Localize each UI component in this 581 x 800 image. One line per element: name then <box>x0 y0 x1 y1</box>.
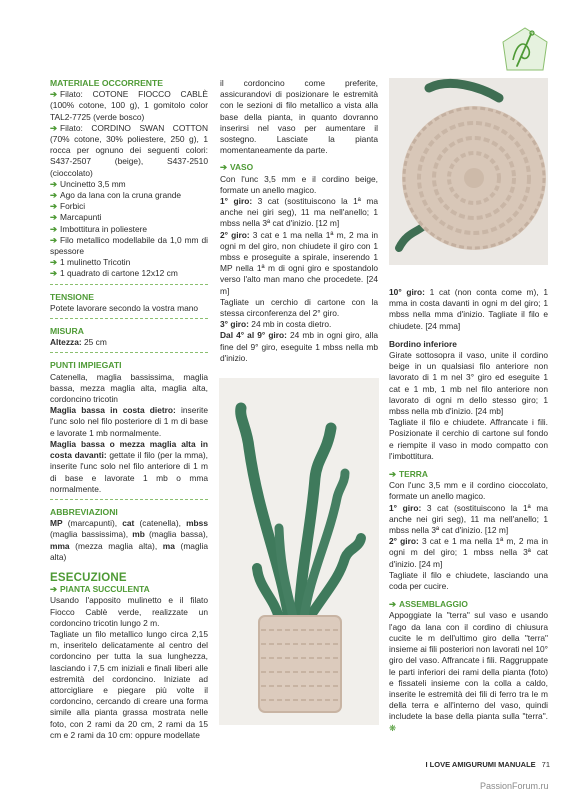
materials-item: ➔ Filo metallico modellabile da 1,0 mm di spessore <box>50 234 208 257</box>
border-text: Girate sottosopra il vaso, unite il cordino beige in un qualsiasi filo anteriore non lavorato di 1 m nel 3° giro ed eseguite 1 cat e 1 mb, 1 mb nel filo anteriore non lavorato di ogni m dello stesso giro; 1 mbss nella mb d'inizio. [24 mb] <box>389 350 548 417</box>
arrow-right-icon: ➔ <box>50 268 58 279</box>
materials-item: ➔ Filato: CORDINO SWAN COTTON (70% cotone, 30% poliestere, 250 g), 1 rocca per ognuno dei seguenti colori: S437-2507 (beige), S437-2510 (cioccolato) <box>50 122 208 178</box>
plant-paragraph: Tagliate un filo metallico lungo circa 2,15 m, inseritelo delicatamente al centro del cordoncino per tutta la sua lunghezza, lasciando i 7,5 cm iniziali e finali liberi alle estremità del cordoncino. Iniziate ad attorcigliare e piegare più volte il cordoncino, cercando di creare una forma simile alla pianta grassa mostrata nelle foto, con 2 rami da 20 cm, 2 rami da 15 cm e 2 rami da 10 cm: oppure modellate <box>50 628 208 740</box>
assembly-heading: ➔ ASSEMBLAGGIO <box>389 599 468 610</box>
end-mark-icon: ❋ <box>389 722 397 733</box>
magazine-title: I LOVE AMIGURUMI MANUALE <box>425 760 536 769</box>
arrow-right-icon: ➔ <box>50 212 58 223</box>
materials-item: ➔ Uncinetto 3,5 mm <box>50 178 126 189</box>
arrow-right-icon: ➔ <box>50 257 58 268</box>
materials-item: ➔ Marcapunti <box>50 212 102 223</box>
column-left <box>50 78 208 741</box>
stitch-definition: Maglia bassa in costa dietro: inserite l'unc solo nel filo posteriore di 1 m di base e lavorate 1 mb normalmente. <box>50 405 208 438</box>
materials-item: ➔ 1 mulinetto Tricotin <box>50 257 131 268</box>
round-instruction: 1° giro: 3 cat (sostituiscono la 1ª ma anche nei giri seg), 11 ma nell'anello; 1 mbss nella 3ª cat d'inizio. [12 m] <box>389 502 548 536</box>
arrow-right-icon: ➔ <box>50 584 58 595</box>
arrow-right-icon: ➔ <box>220 162 228 173</box>
vase-heading: ➔ VASO <box>220 162 254 173</box>
materials-item: ➔ 1 quadrato di cartone 12x12 cm <box>50 268 178 279</box>
round-instruction: 10° giro: 1 cat (non conta come m), 1 mma in costa davanti in ogni m del giro; 1 mbss nella mma d'inizio. Tagliate il filo e chiudete. [24 mma] <box>389 287 548 331</box>
arrow-right-icon: ➔ <box>50 201 58 212</box>
stitches-heading: PUNTI IMPIEGATI <box>50 360 122 371</box>
earth-intro: Con l'unc 3,5 mm e il cordino cioccolato, formate un anello magico. <box>389 480 548 502</box>
materials-item: ➔ Forbici <box>50 201 86 212</box>
divider <box>50 352 208 353</box>
size-heading: MISURA <box>50 326 84 337</box>
arrow-right-icon: ➔ <box>389 599 397 610</box>
assembly-text: Appoggiate la "terra" sul vaso e usando l'ago da lana con il cordino di chiusura cucite le m dell'ultimo giro della "terra" insieme ai fili posteriori non lavorati nel 10° giro del vaso. Affrancate i fili. Raggruppate le parti inferiori dei rami della pianta (foto) e fissateli insieme con la colla a caldo, inserite le estremità dei fili di ferro tra le m della terra e all'interno del vaso, quindi includete la base della pianta sulla "terra". ❋ <box>389 610 548 733</box>
arrow-right-icon: ➔ <box>50 178 58 189</box>
materials-list <box>50 89 208 279</box>
divider <box>50 318 208 319</box>
stitches-intro: Catenella, maglia bassissima, maglia bassa, mezza maglia alta, maglia alta, cordoncino tricotin <box>50 371 208 405</box>
earth-end: Tagliate il filo e chiudete, lasciando una coda per cucire. <box>389 569 548 592</box>
divider <box>50 499 208 500</box>
arrow-right-icon: ➔ <box>50 122 58 133</box>
border-heading: Bordino inferiore <box>389 338 457 349</box>
materials-item: ➔ Ago da lana con la cruna grande <box>50 190 182 201</box>
size-text: Altezza: 25 cm <box>50 337 107 348</box>
cardboard-instruction: Tagliate un cerchio di cartone con la stessa circonferenza del 2° giro. <box>220 296 378 319</box>
round-instruction: 3° giro: 24 mb in costa dietro. <box>220 319 332 330</box>
abbreviations-heading: ABBREVIAZIONI <box>50 506 118 517</box>
round-instruction: 2° giro: 3 cat e 1 ma nella 1ª m, 2 ma in ogni m del giro; 1 mbss nella 3ª cat d'inizio. [24 m] <box>389 536 548 569</box>
plant-heading: ➔ PIANTA SUCCULENTA <box>50 584 150 595</box>
materials-heading: MATERIALE OCCORRENTE <box>50 78 163 88</box>
page-number: 71 <box>541 760 550 769</box>
column-right <box>389 287 548 734</box>
abbreviations-text: MP (marcapunti), cat (catenella), mbss (maglia bassissima), mb (maglia bassa), mma (mezza maglia alta), ma (maglia alta) <box>50 518 209 562</box>
stitch-definition: Maglia bassa o mezza maglia alta in costa davanti: gettate il filo (per la mma), inserite l'unc solo nel filo anteriore di 1 m di base e lavorate 1 mb o mma normalmente. <box>50 438 208 494</box>
plant-continuation: il cordoncino come preferite, assicurandovi di posizionare le estremità con le sezioni di filo metallico a vista alla base della pianta, in quanto dovranno inserirsi nel vaso per aumentare il sostegno. Lasciate la pianta momentaneamente da parte. <box>220 78 378 156</box>
materials-item: ➔ Filato: COTONE FIOCCO CABLÈ (100% cotone, 100 g), 1 gomitolo color TAL2-7725 (verde bosco) <box>50 89 208 122</box>
arrow-right-icon: ➔ <box>389 469 397 480</box>
round-instruction: 2° giro: 3 cat e 1 ma nella 1ª m, 2 ma in ogni m del giro, non chiudete il giro con 1 mbss e proseguite a spirale, inserendo 1 MP nella 1ª m di ogni giro e spostandolo verso l'alto man mano che procedete. [24 m] <box>220 229 378 296</box>
divider <box>50 284 208 285</box>
tension-text: Potete lavorare secondo la vostra mano <box>50 302 199 313</box>
round-instruction: 1° giro: 3 cat (sostituiscono la 1ª ma anche nei giri seg), 11 ma nell'anello; 1 mbss nella 3ª cat d'inizio. [12 m] <box>220 196 378 229</box>
round-instruction: Dal 4° al 9° giro: 24 mb in ogni giro, alla fine del 9° giro, eseguite 1 mbss nella mb d'inizio. <box>220 330 379 363</box>
tension-heading: TENSIONE <box>50 291 94 302</box>
arrow-right-icon: ➔ <box>50 223 58 234</box>
column-middle <box>220 78 378 364</box>
hook-logo-icon <box>495 22 555 77</box>
watermark: PassionForum.ru <box>480 781 549 791</box>
page-footer <box>380 760 550 769</box>
arrow-right-icon: ➔ <box>50 234 58 245</box>
arrow-right-icon: ➔ <box>50 190 58 201</box>
materials-item: ➔ Imbottitura in poliestere <box>50 223 148 234</box>
execution-heading: ESECUZIONE <box>50 571 127 584</box>
vase-intro: Con l'unc 3,5 mm e il cordino beige, formate un anello magico. <box>220 173 378 195</box>
plant-photo <box>219 378 379 725</box>
border-text: Tagliate il filo e chiudete. Affrancate i fili. Posizionate il cerchio di cartone sul fondo e riempite il vaso in modo compatto con l'imbottitura. <box>389 417 548 461</box>
vase-bottom-photo <box>389 78 548 265</box>
earth-heading: ➔ TERRA <box>389 469 428 480</box>
plant-paragraph: Usando l'apposito mulinetto e il filato Fiocco Cablè verde, realizzate un cordoncino tricotin lungo 2 m. <box>50 595 208 628</box>
arrow-right-icon: ➔ <box>50 89 58 100</box>
